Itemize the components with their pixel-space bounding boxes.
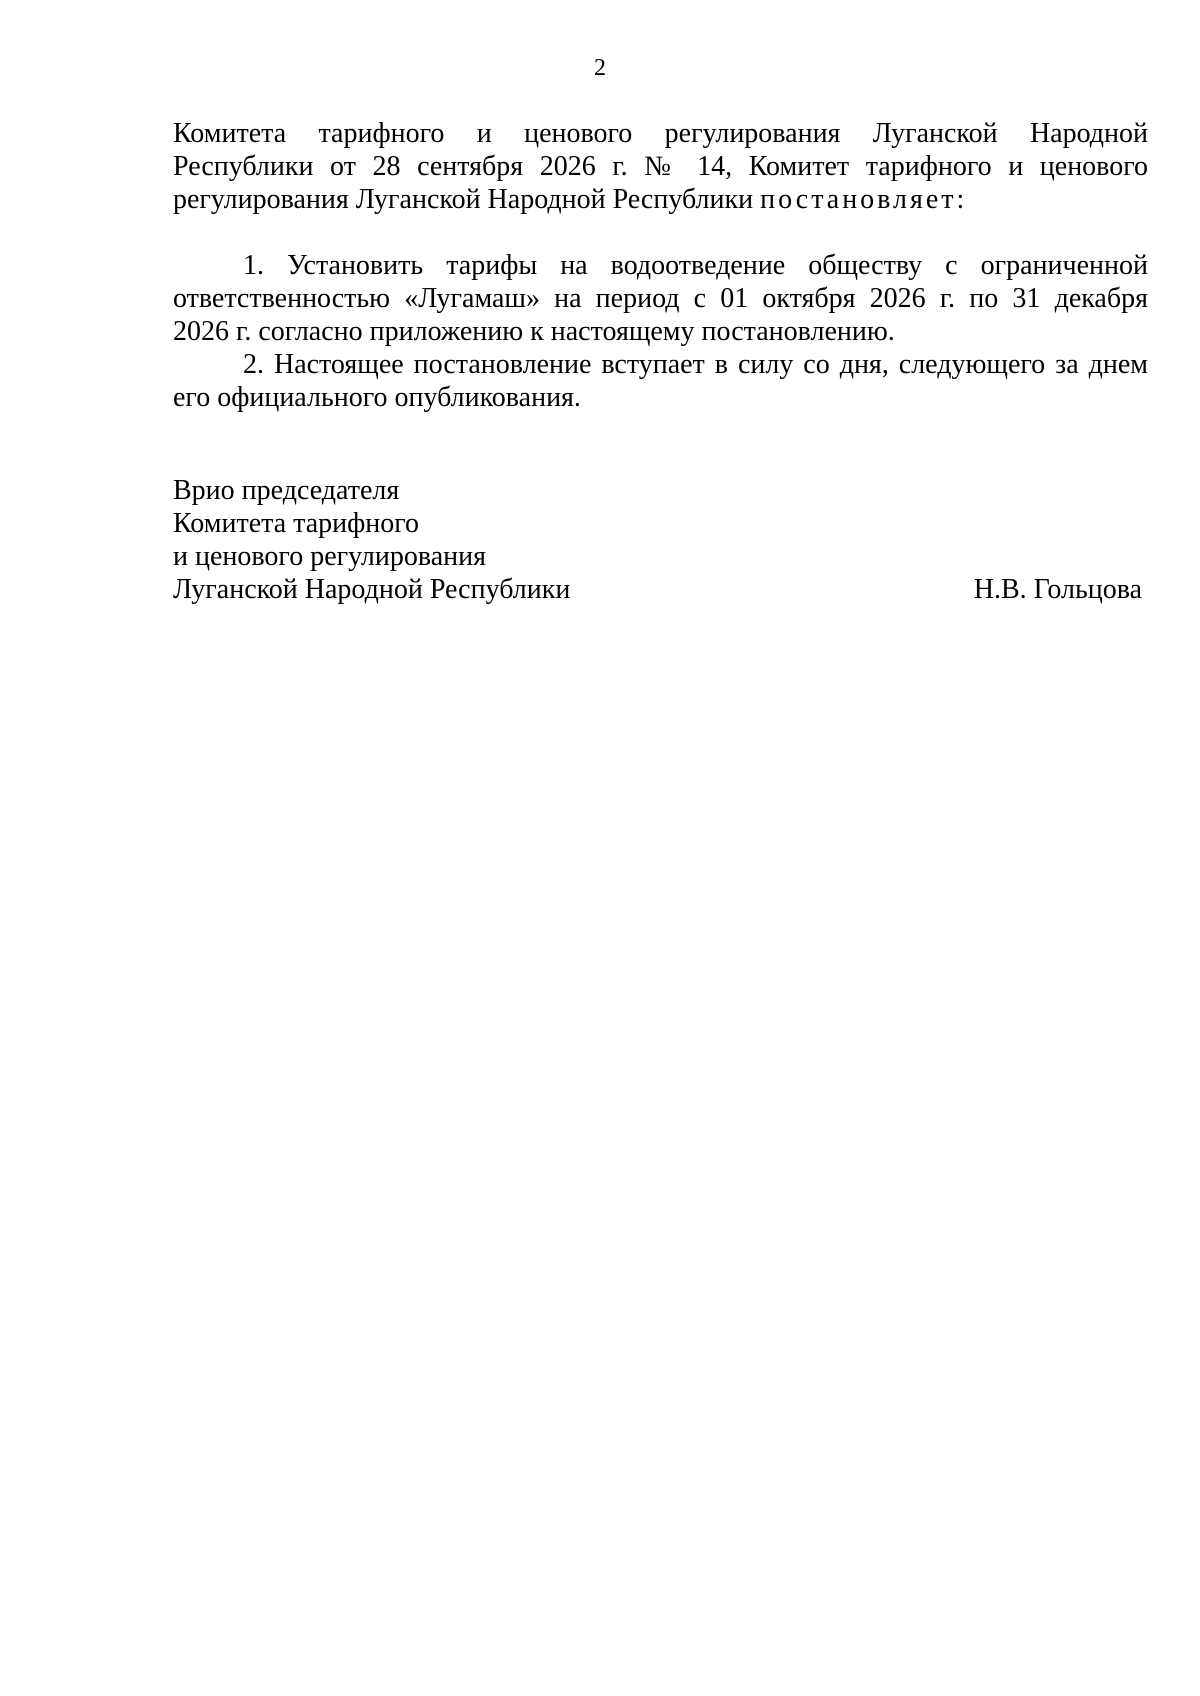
item-1-line-2: ответственностью «Лугамаш» на период с 01 октября 2026 г. по 31 декабря	[173, 283, 1148, 314]
signature-block	[173, 474, 570, 606]
signer-name: Н.В. Гольцова	[973, 574, 1142, 605]
item-1-line-1: 1. Установить тарифы на водоотведение обществу с ограниченной	[243, 250, 1148, 281]
decree-verb: постановляет	[760, 184, 957, 215]
intro-line-2: Республики от 28 сентября 2026 г. № 14, Комитет тарифного и ценового	[173, 151, 1148, 182]
item-2-line-2: его официального опубликования.	[173, 382, 581, 413]
intro-line-1: Комитета тарифного и ценового регулирования Луганской Народной	[173, 118, 1148, 149]
signature-title-line-2: Комитета тарифного	[173, 508, 420, 539]
signature-title-line-1: Врио председателя	[173, 475, 400, 506]
signature-title-line-4: Луганской Народной Республики	[173, 574, 571, 605]
intro-line-3-text: регулирования Луганской Народной Республики	[173, 184, 761, 215]
intro-line-3-colon: :	[956, 184, 965, 215]
item-1-paragraph	[173, 249, 1148, 348]
signature-title-line-3: и ценового регулирования	[173, 541, 486, 572]
page-number: 2	[594, 55, 606, 81]
intro-paragraph	[173, 117, 1148, 216]
item-2-line-1: 2. Настоящее постановление вступает в силу со дня, следующего за днем	[243, 349, 1148, 380]
intro-line-3	[173, 183, 1148, 216]
item-2-paragraph	[173, 348, 1148, 414]
item-1-line-3: 2026 г. согласно приложению к настоящему постановлению.	[173, 316, 895, 347]
